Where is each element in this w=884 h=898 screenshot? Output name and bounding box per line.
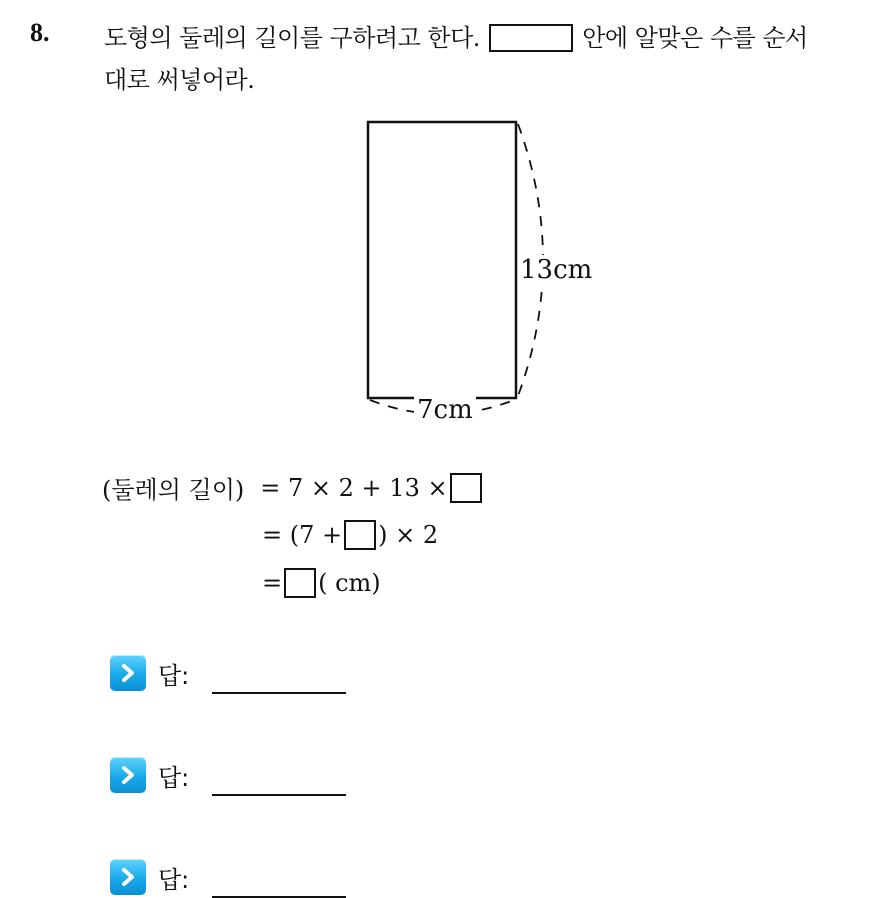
equation-line-2 [262, 520, 438, 550]
answer-label: 답: [158, 865, 190, 894]
rectangle-figure [340, 110, 620, 440]
answer-box-1[interactable] [450, 473, 482, 503]
answer-input-2[interactable] [212, 766, 346, 796]
chevron-right-icon [110, 655, 146, 691]
width-label: 7cm [414, 395, 476, 425]
equation-3-suffix: ( cm) [318, 569, 381, 597]
answer-box-2[interactable] [344, 520, 376, 550]
perimeter-label: (둘레의 길이) [102, 476, 245, 504]
rectangle-shape [368, 122, 516, 398]
height-label: 13cm [520, 255, 593, 285]
chevron-right-icon [110, 757, 146, 793]
equation-line-3 [262, 568, 381, 598]
question-text-after-box: 안에 알맞은 수를 순서 [582, 24, 808, 52]
question-number: 8. [30, 18, 50, 47]
answer-input-3[interactable] [212, 868, 346, 898]
equation-2-suffix: ) × 2 [378, 521, 439, 549]
chevron-right-icon [110, 859, 146, 895]
answer-label: 답: [158, 661, 190, 690]
question-text-line2: 대로 써넣어라. [104, 66, 255, 94]
equation-line-1 [102, 470, 484, 505]
answer-box-3[interactable] [284, 568, 316, 598]
answer-row-3 [110, 856, 346, 898]
answer-row-1 [110, 652, 346, 694]
equation-1-expression: = 7 × 2 + 13 × [260, 473, 448, 502]
question-text-before-box: 도형의 둘레의 길이를 구하려고 한다. [104, 24, 480, 52]
blank-box-icon [489, 24, 573, 52]
equation-2-prefix: = (7 + [262, 521, 343, 549]
equation-3-prefix: = [262, 569, 283, 597]
answer-row-2 [110, 754, 346, 796]
answer-label: 답: [158, 763, 190, 792]
question-text-line1 [104, 18, 808, 53]
answer-input-1[interactable] [212, 664, 346, 694]
